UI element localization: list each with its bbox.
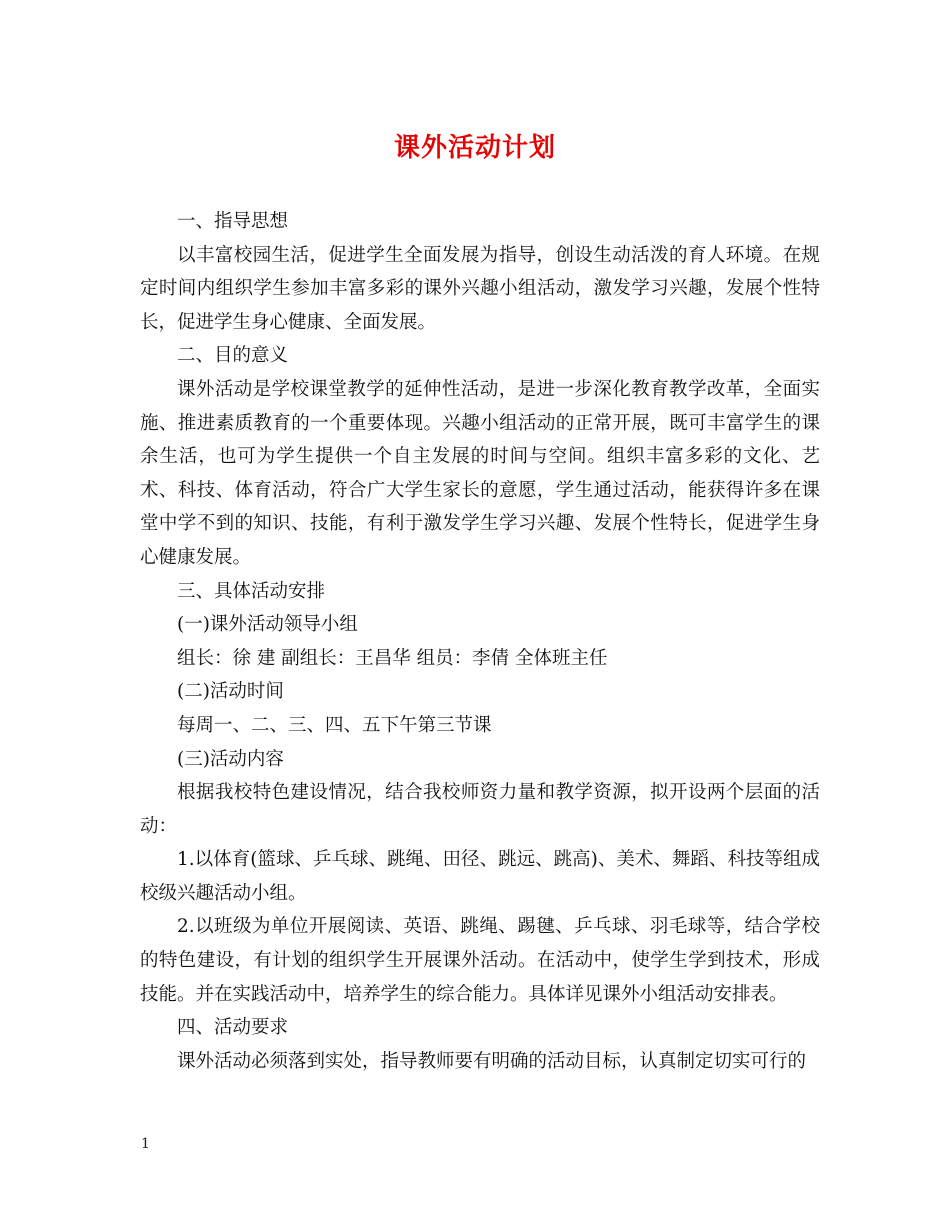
heading-guiding-thought: 一、指导思想 [177,211,289,232]
document-body [140,205,820,1078]
heading-requirements: 四、活动要求 [177,1017,289,1039]
heading-arrangement: 三、具体活动安排 [177,580,326,602]
paragraph-guiding-thought: 以丰富校园生活，促进学生全面发展为指导，创设生动活泼的育人环境。在规定时间内组织学生参加丰富多彩的课外兴趣小组活动，激发学习兴趣，发展个性特长，促进学生身心健康、全面发展。 [140,244,820,333]
heading-purpose: 二、目的意义 [177,345,289,367]
subheading-activity-time: (二)活动时间 [177,681,284,703]
subheading-activity-content: (三)活动内容 [177,748,284,770]
paragraph-activity-time: 每周一、二、三、四、五下午第三节课 [177,714,492,736]
list-item-school-groups: 1.以体育(篮球、乒乓球、跳绳、田径、跳远、跳高)、美术、舞蹈、科技等组成校级兴趣活动小组。 [140,849,820,904]
list-item-class-activities: 2.以班级为单位开展阅读、英语、跳绳、踢毽、乒乓球、羽毛球等，结合学校的特色建设，有计划的组织学生开展课外活动。在活动中，使学生学到技术，形成技能。并在实践活动中，培养学生的综合能力。具体详见课外小组活动安排表。 [140,916,820,1005]
page-number: 1 [141,1136,150,1152]
paragraph-leadership-members: 组长：徐 建 副组长：王昌华 组员：李倩 全体班主任 [177,647,608,669]
paragraph-activity-content: 根据我校特色建设情况，结合我校师资力量和教学资源，拟开设两个层面的活动： [140,782,820,837]
paragraph-requirements: 课外活动必须落到实处，指导教师要有明确的活动目标，认真制定切实可行的 [177,1050,807,1072]
subheading-leadership-group: (一)课外活动领导小组 [177,614,358,636]
page-title: 课外活动计划 [393,133,556,163]
paragraph-purpose: 课外活动是学校课堂教学的延伸性活动，是进一步深化教育教学改革，全面实施、推进素质教育的一个重要体现。兴趣小组活动的正常开展，既可丰富学生的课余生活，也可为学生提供一个自主发展的时间与空间。组织丰富多彩的文化、艺术、科技、体育活动，符合广大学生家长的意愿，学生通过活动，能获得许多在课堂中学不到的知识、技能，有利于激发学生学习兴趣、发展个性特长，促进学生身心健康发展。 [140,378,820,568]
